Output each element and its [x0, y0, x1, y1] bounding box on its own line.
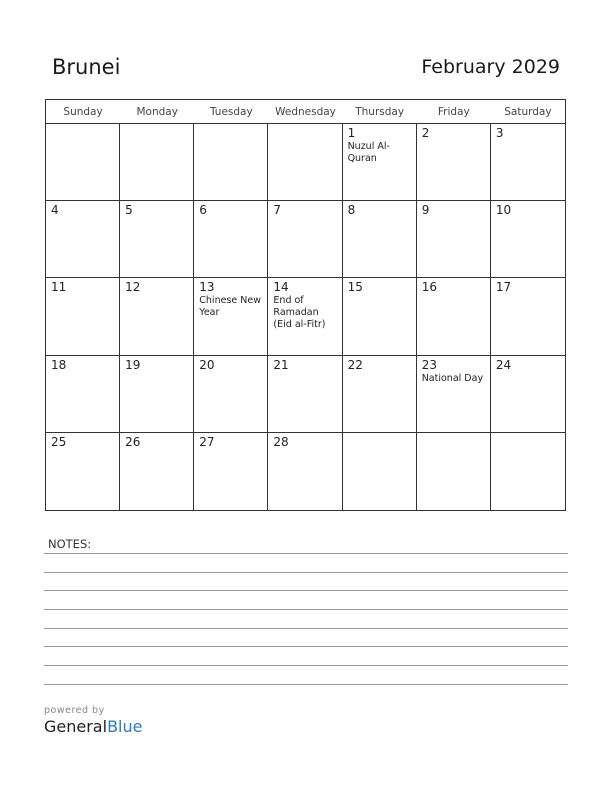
weekday-monday: Monday — [136, 106, 178, 118]
day-cell — [46, 201, 120, 278]
notes-label: NOTES: — [48, 537, 92, 551]
day-cell — [417, 201, 491, 278]
note-line — [44, 572, 568, 573]
day-number: 27 — [199, 434, 215, 449]
month-title: February 2029 — [421, 56, 560, 78]
day-number: 5 — [125, 203, 133, 218]
day-cell — [194, 356, 268, 433]
day-number: 18 — [51, 357, 67, 372]
weekday-header-row — [46, 100, 565, 124]
day-cell — [417, 124, 491, 201]
day-cell — [120, 356, 194, 433]
day-number: 19 — [125, 357, 141, 372]
brand-name-part1: General — [44, 717, 108, 736]
day-cell — [46, 433, 120, 510]
brand-name — [44, 717, 142, 736]
day-cell — [268, 433, 342, 510]
generalblue-logo — [44, 705, 142, 736]
brand-name-part2: Blue — [107, 717, 143, 736]
weekday-tuesday: Tuesday — [209, 106, 253, 118]
day-cell — [194, 124, 268, 201]
day-grid — [46, 124, 565, 510]
day-number: 22 — [347, 357, 363, 372]
day-number: 23 — [421, 357, 437, 372]
day-number: 9 — [421, 203, 430, 218]
day-cell — [268, 201, 342, 278]
day-cell — [417, 278, 491, 355]
day-number: 24 — [495, 357, 512, 372]
day-cell — [194, 278, 268, 355]
day-cell — [343, 201, 417, 278]
day-cell — [491, 278, 565, 355]
day-number: 13 — [199, 280, 215, 295]
day-cell — [46, 278, 120, 355]
day-number: 12 — [125, 280, 141, 295]
weekday-wednesday: Wednesday — [275, 106, 336, 118]
day-cell — [46, 124, 120, 201]
day-cell — [343, 356, 417, 433]
day-cell — [194, 201, 268, 278]
day-cell — [343, 124, 417, 201]
holiday-label: End of Ramadan (Eid al-Fitr) — [273, 295, 326, 331]
weekday-sunday: Sunday — [63, 106, 103, 118]
day-number: 8 — [347, 203, 356, 218]
country-title: Brunei — [52, 55, 121, 79]
day-cell — [491, 356, 565, 433]
note-line — [44, 590, 568, 591]
calendar-grid — [45, 99, 566, 511]
powered-by-text: powered by — [44, 705, 105, 716]
note-line — [44, 553, 568, 554]
holiday-label: Nuzul Al-Quran — [347, 141, 390, 164]
day-number: 6 — [199, 203, 207, 218]
day-number: 3 — [495, 126, 504, 140]
day-number: 11 — [51, 280, 67, 295]
day-cell — [491, 124, 565, 201]
note-line — [44, 646, 568, 647]
note-line — [44, 665, 568, 666]
day-number: 21 — [273, 357, 289, 372]
day-number: 26 — [125, 434, 141, 449]
note-line — [44, 628, 568, 629]
day-number: 16 — [421, 280, 437, 295]
day-cell — [491, 433, 565, 510]
day-cell — [417, 356, 491, 433]
day-number: 7 — [273, 203, 282, 218]
day-number: 14 — [273, 280, 289, 295]
day-cell — [120, 201, 194, 278]
day-cell — [268, 124, 342, 201]
note-line — [44, 684, 568, 685]
day-cell — [46, 356, 120, 433]
day-cell — [120, 278, 194, 355]
day-cell — [343, 433, 417, 510]
day-number: 10 — [495, 203, 512, 218]
day-number: 25 — [51, 434, 67, 449]
day-cell — [120, 124, 194, 201]
day-number: 2 — [421, 126, 430, 140]
day-number: 15 — [347, 280, 363, 295]
day-cell — [268, 278, 342, 355]
day-cell — [268, 356, 342, 433]
weekday-saturday: Saturday — [504, 106, 552, 118]
day-cell — [343, 278, 417, 355]
day-number: 4 — [51, 203, 59, 218]
day-number: 28 — [273, 434, 289, 449]
day-number: 17 — [495, 280, 512, 295]
day-cell — [120, 433, 194, 510]
holiday-label: National Day — [421, 372, 484, 384]
weekday-thursday: Thursday — [355, 106, 405, 118]
day-cell — [194, 433, 268, 510]
holiday-label: Chinese New Year — [199, 295, 261, 319]
day-cell — [491, 201, 565, 278]
day-number: 1 — [347, 126, 356, 140]
day-number: 20 — [199, 357, 215, 372]
weekday-friday: Friday — [437, 106, 470, 118]
note-line — [44, 609, 568, 610]
day-cell — [417, 433, 491, 510]
